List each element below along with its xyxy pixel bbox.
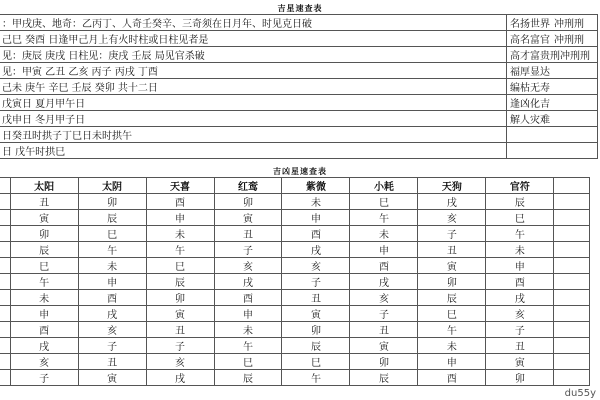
upper-row-text: 见：庚辰 庚戌 日柱见：庚戌 壬辰 局见官杀破: [0, 47, 507, 63]
table-cell: 丑: [146, 322, 214, 338]
table-cell: [0, 258, 10, 274]
upper-row-text: 己未 庚午 辛巳 壬辰 癸卯 共十二日: [0, 79, 507, 95]
table-cell: 寅: [214, 210, 282, 226]
lower-table-title: 吉凶星速查表: [273, 167, 327, 176]
table-cell: [0, 338, 10, 354]
table-row: [0, 338, 590, 354]
table-cell: 戌: [418, 194, 486, 210]
upper-row-side: [507, 143, 598, 159]
table-cell: 未: [486, 242, 554, 258]
table-cell: [0, 210, 10, 226]
table-row: [0, 242, 590, 258]
table-cell: 巳: [282, 354, 350, 370]
side-label: 逢凶化吉: [510, 99, 550, 110]
table-cell: 丑: [486, 338, 554, 354]
table-cell: 子: [78, 338, 146, 354]
table-cell: 巳: [350, 194, 418, 210]
table-cell: 寅: [418, 258, 486, 274]
column-header: 太阳: [10, 178, 78, 194]
table-row: [0, 226, 590, 242]
table-row: [0, 322, 590, 338]
side-label: 名扬世界: [510, 19, 550, 30]
table-cell: 亥: [486, 306, 554, 322]
table-row: [0, 274, 590, 290]
table-cell: 戌: [350, 274, 418, 290]
table-cell: 酉: [10, 322, 78, 338]
watermark: du55y: [564, 388, 596, 399]
table-cell: 子: [282, 274, 350, 290]
table-cell: 辰: [282, 338, 350, 354]
table-cell: 申: [146, 210, 214, 226]
table-cell: 寅: [10, 210, 78, 226]
table-cell: 辰: [486, 194, 554, 210]
table-cell: 未: [78, 258, 146, 274]
upper-row-text: 日癸丑时拱子丁巳日未时拱午: [0, 127, 507, 143]
table-cell: 亥: [418, 210, 486, 226]
table-cell: 丑: [350, 322, 418, 338]
table-cell: 卯: [146, 290, 214, 306]
upper-row-side: [507, 15, 598, 31]
table-cell: 午: [486, 226, 554, 242]
table-cell: [0, 370, 10, 386]
upper-row: [0, 95, 598, 111]
table-cell: 丑: [418, 242, 486, 258]
table-cell: 卯: [486, 370, 554, 386]
table-cell: 申: [418, 354, 486, 370]
upper-row: [0, 127, 598, 143]
upper-table-title: 吉星速查表: [277, 4, 323, 13]
table-cell: [0, 226, 10, 242]
side-label: 高才富贵刑冲刑刑: [510, 51, 590, 62]
table-cell: 戌: [146, 370, 214, 386]
table-cell: 寅: [146, 306, 214, 322]
upper-row-side: [507, 127, 598, 143]
table-row: [0, 194, 590, 210]
upper-row-side: [507, 31, 598, 47]
upper-row-text: 戊申日 冬月甲子日: [0, 111, 507, 127]
table-cell: [0, 194, 10, 210]
upper-row-side: [507, 63, 598, 79]
table-cell: 丑: [214, 226, 282, 242]
table-cell: 申: [10, 306, 78, 322]
table-cell: 辰: [350, 370, 418, 386]
side-label: 福厚显达: [510, 67, 550, 78]
column-header: 紫微: [282, 178, 350, 194]
table-cell: 未: [214, 322, 282, 338]
table-cell: 卯: [214, 194, 282, 210]
upper-row-side: [507, 95, 598, 111]
table-cell: [0, 274, 10, 290]
table-cell: 酉: [486, 274, 554, 290]
table-cell: 午: [350, 210, 418, 226]
table-cell: 辰: [214, 370, 282, 386]
table-cell: 戌: [486, 290, 554, 306]
table-cell: 子: [486, 322, 554, 338]
table-cell: 辰: [78, 210, 146, 226]
table-cell: 辰: [10, 242, 78, 258]
table-cell: [554, 370, 590, 386]
table-cell: 卯: [10, 226, 78, 242]
side-label: 解人灾难: [510, 115, 550, 126]
upper-row: [0, 15, 598, 31]
upper-row-side: [507, 47, 598, 63]
side-label: 编枯无寿: [510, 83, 550, 94]
table-cell: 巳: [78, 226, 146, 242]
table-cell: 寅: [78, 370, 146, 386]
table-cell: 寅: [486, 354, 554, 370]
table-cell: 未: [282, 194, 350, 210]
table-cell: 寅: [350, 338, 418, 354]
upper-row: [0, 111, 598, 127]
upper-row-text: 日 戊午时拱巳: [0, 143, 507, 159]
table-cell: [554, 242, 590, 258]
table-cell: [0, 306, 10, 322]
table-cell: 午: [214, 338, 282, 354]
table-cell: 申: [78, 274, 146, 290]
table-cell: [554, 338, 590, 354]
table-cell: 巳: [146, 258, 214, 274]
table-cell: 未: [146, 226, 214, 242]
column-header: 小耗: [350, 178, 418, 194]
table-row: [0, 290, 590, 306]
table-cell: [554, 258, 590, 274]
table-cell: 卯: [418, 274, 486, 290]
table-cell: [554, 194, 590, 210]
table-cell: 亥: [146, 354, 214, 370]
table-cell: 子: [146, 338, 214, 354]
table-row: [0, 210, 590, 226]
table-cell: [0, 354, 10, 370]
table-cell: 丑: [78, 354, 146, 370]
column-header: 太阴: [78, 178, 146, 194]
table-cell: 申: [282, 210, 350, 226]
table-cell: 午: [418, 322, 486, 338]
table-cell: 酉: [350, 258, 418, 274]
upper-row-text: ：甲戌庚、地奇：乙丙丁、人奇壬癸辛、三奇须在日月年、时见克日破: [0, 15, 507, 31]
column-header: 天狗: [418, 178, 486, 194]
table-cell: 辰: [146, 274, 214, 290]
table-cell: [554, 274, 590, 290]
table-cell: 亥: [78, 322, 146, 338]
good-bad-star-table: [0, 177, 590, 386]
column-header: [554, 178, 590, 194]
table-cell: 戌: [282, 242, 350, 258]
table-cell: 戌: [78, 306, 146, 322]
table-cell: [554, 226, 590, 242]
table-row: [0, 306, 590, 322]
column-header: [0, 178, 10, 194]
table-cell: 亥: [350, 290, 418, 306]
upper-row-side: [507, 79, 598, 95]
table-cell: 酉: [214, 290, 282, 306]
table-cell: 巳: [418, 306, 486, 322]
column-header: 红鸾: [214, 178, 282, 194]
table-cell: [0, 322, 10, 338]
table-cell: 亥: [282, 258, 350, 274]
table-cell: 未: [350, 226, 418, 242]
table-cell: 酉: [282, 226, 350, 242]
column-header: 天喜: [146, 178, 214, 194]
table-cell: 卯: [78, 194, 146, 210]
table-cell: 戌: [10, 338, 78, 354]
table-cell: [554, 306, 590, 322]
table-cell: 亥: [10, 354, 78, 370]
upper-row-side: [507, 111, 598, 127]
auspicious-star-table: [0, 14, 598, 159]
table-cell: 辰: [418, 290, 486, 306]
table-cell: 子: [418, 226, 486, 242]
table-cell: 子: [10, 370, 78, 386]
table-row: [0, 354, 590, 370]
table-cell: 酉: [146, 194, 214, 210]
table-cell: 申: [486, 258, 554, 274]
table-cell: 丑: [10, 194, 78, 210]
table-cell: 丑: [282, 290, 350, 306]
table-cell: 巳: [486, 210, 554, 226]
upper-row: [0, 79, 598, 95]
column-header: 官符: [486, 178, 554, 194]
upper-row-text: 己巳 癸酉 日逢甲己月上有火时柱或日柱见者是: [0, 31, 507, 47]
table-cell: [0, 290, 10, 306]
table-cell: [554, 290, 590, 306]
table-cell: 申: [214, 306, 282, 322]
side-label-secondary: 冲刑刑: [554, 19, 584, 30]
upper-row: [0, 31, 598, 47]
table-row: [0, 258, 590, 274]
table-cell: 酉: [418, 370, 486, 386]
table-cell: 寅: [282, 306, 350, 322]
table-header-row: [0, 178, 590, 194]
table-cell: 未: [418, 338, 486, 354]
table-cell: 酉: [78, 290, 146, 306]
side-label-secondary: 冲刑刑: [554, 35, 584, 46]
table-cell: 申: [350, 242, 418, 258]
table-cell: [554, 210, 590, 226]
table-cell: 午: [78, 242, 146, 258]
table-cell: [554, 322, 590, 338]
table-cell: [0, 242, 10, 258]
upper-row: [0, 143, 598, 159]
table-cell: 午: [146, 242, 214, 258]
upper-row-text: 戊寅日 夏月甲午日: [0, 95, 507, 111]
upper-row: [0, 47, 598, 63]
table-cell: 子: [214, 242, 282, 258]
upper-row: [0, 63, 598, 79]
table-row: [0, 370, 590, 386]
table-cell: 巳: [214, 354, 282, 370]
table-cell: 午: [282, 370, 350, 386]
table-cell: 亥: [214, 258, 282, 274]
table-cell: [554, 354, 590, 370]
table-cell: 子: [350, 306, 418, 322]
table-cell: 午: [10, 274, 78, 290]
table-cell: 卯: [282, 322, 350, 338]
table-cell: 巳: [10, 258, 78, 274]
table-cell: 未: [10, 290, 78, 306]
table-cell: 卯: [350, 354, 418, 370]
table-cell: 戌: [214, 274, 282, 290]
side-label: 高名富官: [510, 35, 550, 46]
upper-row-text: 见：甲寅 乙丑 乙亥 丙子 丙戌 丁酉: [0, 63, 507, 79]
